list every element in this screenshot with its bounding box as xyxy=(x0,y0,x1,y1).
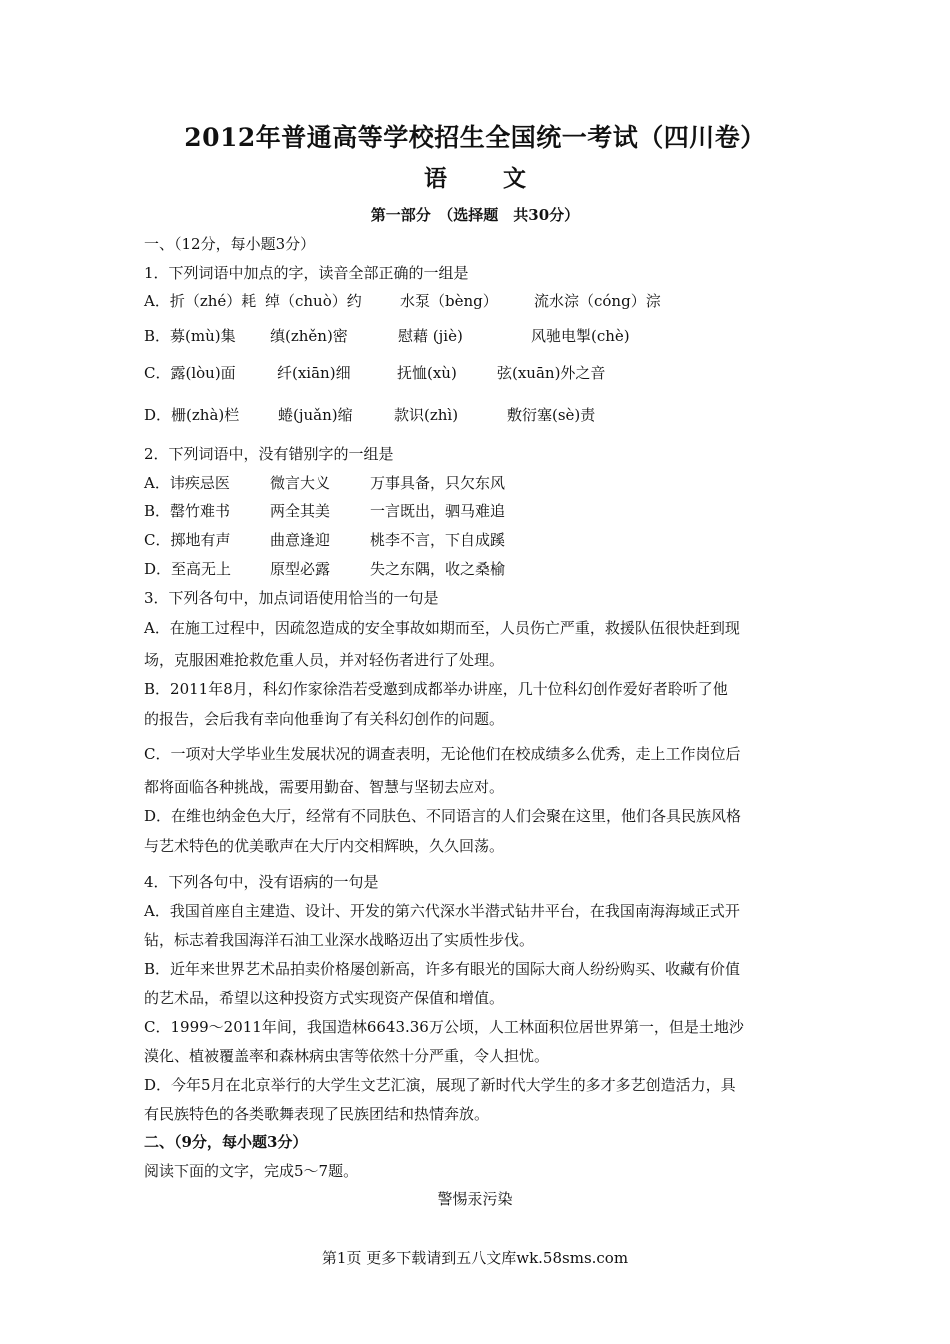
option-item: 曲意逢迎 xyxy=(270,531,331,549)
option-item: 风驰电掣(chè) xyxy=(531,327,630,345)
option-item: 敷衍塞(sè)责 xyxy=(507,406,596,424)
question-4-line: 的艺术品，希望以这种投资方式实现资产保值和增值。 xyxy=(144,989,505,1007)
option-item: 绰（chuò）约 xyxy=(265,292,362,310)
option-item: 款识(zhì) xyxy=(394,406,459,424)
question-3-line: D．在维也纳金色大厅，经常有不同肤色、不同语言的人们会聚在这里，他们各具民族风格 xyxy=(144,807,742,825)
question-4-line: C．1999～2011年间，我国造林6643.36万公顷，人工林面积位居世界第一，但是土地沙 xyxy=(144,1018,744,1036)
option-item: 抚恤(xù) xyxy=(397,364,457,382)
question-2-stem: 2．下列词语中，没有错别字的一组是 xyxy=(144,445,394,463)
option-item: D．至高无上 xyxy=(144,560,232,578)
question-4-line: B．近年来世界艺术品拍卖价格屡创新高，许多有眼光的国际大商人纷纷购买、收藏有价值 xyxy=(144,960,741,978)
question-4-line: A．我国首座自主建造、设计、开发的第六代深水半潜式钻井平台，在我国南海海域正式开 xyxy=(144,902,740,920)
question-3-line: C．一项对大学毕业生发展状况的调查表明，无论他们在校成绩多么优秀，走上工作岗位后 xyxy=(144,745,741,763)
question-4-line: D．今年5月在北京举行的大学生文艺汇演，展现了新时代大学生的多才多艺创造活力，具 xyxy=(144,1076,736,1094)
article-title: 警惕汞污染 xyxy=(437,1190,513,1208)
option-item: 桃李不言，下自成蹊 xyxy=(370,531,506,549)
question-1-option-c xyxy=(144,362,814,383)
question-3-line: 的报告，会后我有幸向他垂询了有关科幻创作的问题。 xyxy=(144,710,505,728)
option-item: 水泵（bèng） xyxy=(400,292,498,310)
option-item: 弦(xuān)外之音 xyxy=(497,364,606,382)
question-4-stem: 4．下列各句中，没有语病的一句是 xyxy=(144,873,379,891)
question-2-option-b xyxy=(144,500,814,521)
option-item: A．讳疾忌医 xyxy=(144,474,230,492)
question-1-option-a xyxy=(144,290,814,311)
question-4-line: 漠化、植被覆盖率和森林病虫害等依然十分严重，令人担忧。 xyxy=(144,1047,550,1065)
question-4-line: 有民族特色的各类歌舞表现了民族团结和热情奔放。 xyxy=(144,1105,490,1123)
question-3-stem: 3．下列各句中，加点词语使用恰当的一句是 xyxy=(144,589,439,607)
option-item: C．露(lòu)面 xyxy=(144,364,236,382)
question-2-option-d xyxy=(144,558,814,579)
option-item: 原型必露 xyxy=(270,560,331,578)
option-item: 慰藉 (jiè) xyxy=(398,327,463,345)
question-1-stem: 1．下列词语中加点的字，读音全部正确的一组是 xyxy=(144,264,469,282)
option-item: 蜷(juǎn)缩 xyxy=(278,406,353,424)
option-item: A．折（zhé）耗 xyxy=(144,292,257,310)
exam-title: 2012年普通高等学校招生全国统一考试（四川卷） xyxy=(184,123,766,152)
page-footer: 第1页 更多下载请到五八文库wk.58sms.com xyxy=(321,1249,629,1267)
question-3-line: A．在施工过程中，因疏忽造成的安全事故如期而至，人员伤亡严重，救援队伍很快赶到现 xyxy=(144,619,740,637)
question-3-line: 场，克服困难抢救危重人员，并对轻伤者进行了处理。 xyxy=(144,651,505,669)
option-item: 纤(xiān)细 xyxy=(277,364,351,382)
option-item: 流水淙（cóng）淙 xyxy=(534,292,661,310)
option-item: B．罄竹难书 xyxy=(144,502,231,520)
option-item: B．募(mù)集 xyxy=(144,327,236,345)
option-item: 一言既出，驷马难追 xyxy=(370,502,506,520)
section-one-heading: 一、（12分，每小题3分） xyxy=(144,235,316,253)
part-one-heading: 第一部分 （选择题 共30分） xyxy=(370,206,580,224)
option-item: 万事具备，只欠东风 xyxy=(370,474,506,492)
option-item: 缜(zhěn)密 xyxy=(270,327,348,345)
option-item: C．掷地有声 xyxy=(144,531,231,549)
question-1-option-d xyxy=(144,404,814,425)
question-3-line: 都将面临各种挑战，需要用勤奋、智慧与坚韧去应对。 xyxy=(144,778,505,796)
subject-heading: 语 文 xyxy=(423,165,526,192)
section-two-heading: 二、（9分，每小题3分） xyxy=(144,1133,308,1151)
question-1-option-b xyxy=(144,325,814,346)
question-3-line: B．2011年8月，科幻作家徐浩若受邀到成都举办讲座，几十位科幻创作爱好者聆听了他 xyxy=(144,680,728,698)
question-2-option-c xyxy=(144,529,814,550)
option-item: 两全其美 xyxy=(270,502,331,520)
option-item: 微言大义 xyxy=(270,474,331,492)
question-3-line: 与艺术特色的优美歌声在大厅内交相辉映，久久回荡。 xyxy=(144,837,505,855)
question-2-option-a xyxy=(144,472,814,493)
reading-instruction: 阅读下面的文字，完成5～7题。 xyxy=(144,1162,359,1180)
question-4-line: 钻，标志着我国海洋石油工业深水战略迈出了实质性步伐。 xyxy=(144,931,535,949)
option-item: 失之东隅，收之桑榆 xyxy=(370,560,506,578)
option-item: D．栅(zhà)栏 xyxy=(144,406,240,424)
